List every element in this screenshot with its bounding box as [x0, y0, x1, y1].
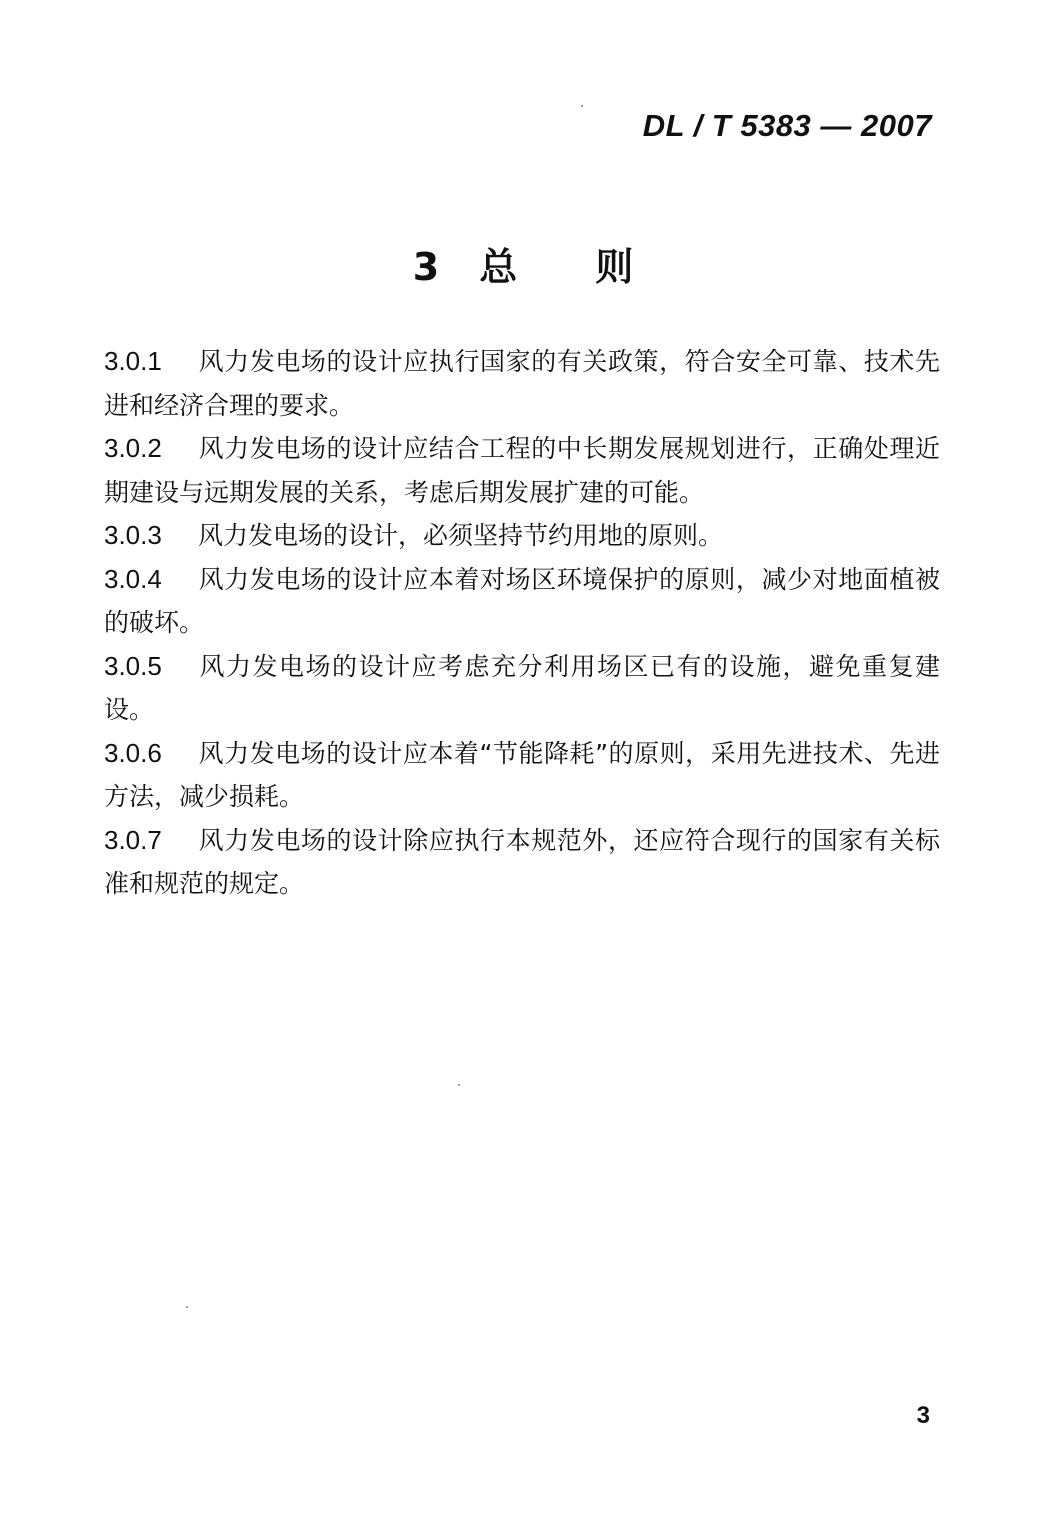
scan-speck: [186, 1306, 188, 1308]
page-number: 3: [916, 1402, 930, 1429]
clause-text: 风力发电场的设计除应执行本规范外，还应符合现行的国家有关标准和规范的规定。: [104, 825, 940, 898]
chapter-title-text: 总则: [479, 245, 712, 289]
clause-number: 3.0.7: [104, 824, 162, 855]
scan-speck: [581, 105, 583, 107]
clause-3-0-3: [104, 514, 940, 558]
clause-number: 3.0.3: [104, 520, 162, 550]
clause-3-0-1: [104, 340, 940, 427]
clause-text: 风力发电场的设计应本着“节能降耗”的原则，采用先进技术、先进方法，减少损耗。: [104, 738, 940, 811]
clause-text: 风力发电场的设计，必须坚持节约用地的原则。: [198, 521, 724, 550]
standard-code: DL / T 5383 — 2007: [642, 108, 932, 143]
clause-3-0-6: [104, 732, 940, 819]
clause-number: 3.0.2: [104, 433, 162, 463]
clause-number: 3.0.6: [104, 737, 162, 768]
clause-number: 3.0.4: [104, 563, 162, 594]
clause-text: 风力发电场的设计应本着对场区环境保护的原则，减少对地面植被的破坏。: [104, 564, 940, 637]
chapter-number: 3: [412, 245, 440, 289]
clause-number: 3.0.1: [104, 346, 162, 376]
clause-3-0-7: [104, 819, 940, 906]
clause-number: 3.0.5: [104, 650, 162, 681]
clause-3-0-5: [104, 645, 940, 732]
scan-speck: [458, 1084, 460, 1086]
clause-text: 风力发电场的设计应执行国家的有关政策，符合安全可靠、技术先进和经济合理的要求。: [104, 347, 940, 420]
clause-text: 风力发电场的设计应考虑充分利用场区已有的设施，避免重复建设。: [104, 651, 940, 724]
clause-text: 风力发电场的设计应结合工程的中长期发展规划进行，正确处理近期建设与远期发展的关系，考虑后期发展扩建的可能。: [104, 434, 940, 507]
clause-3-0-2: [104, 427, 940, 514]
chapter-title: [0, 236, 1046, 291]
clause-list: [104, 340, 940, 906]
clause-3-0-4: [104, 558, 940, 645]
